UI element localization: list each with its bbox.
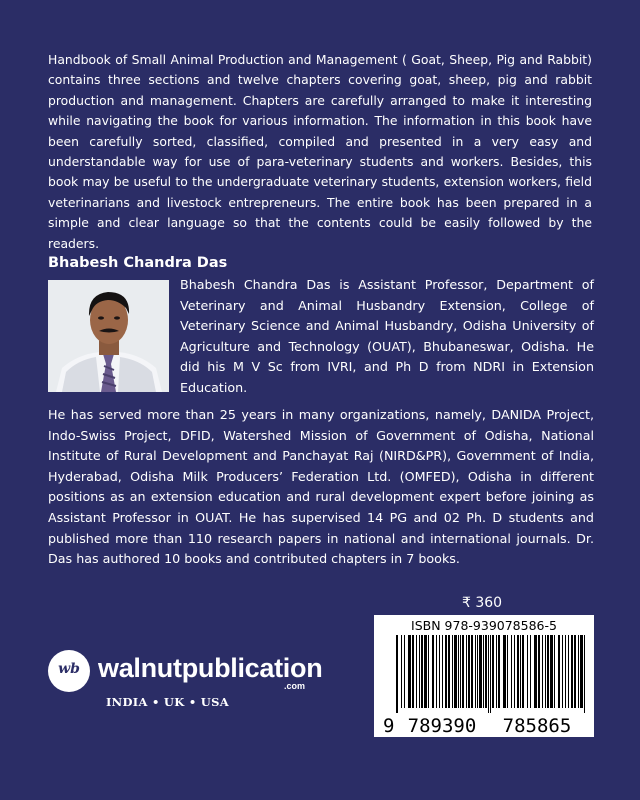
barcode-bar (571, 635, 573, 708)
barcode-bar (477, 635, 478, 708)
barcode-bar (545, 635, 546, 708)
publisher-logo (48, 650, 323, 720)
barcode-digits-left: 789390 (407, 715, 477, 737)
barcode-bar (511, 635, 512, 708)
barcode-bar (448, 635, 450, 708)
barcode-bar (460, 635, 461, 708)
barcode-bar (498, 635, 500, 708)
walnut-logo-icon (48, 650, 90, 692)
barcode-bar (468, 635, 470, 708)
barcode-bar (558, 635, 560, 708)
barcode-bar (462, 635, 464, 708)
barcode-bar (488, 635, 489, 713)
barcode-bar (503, 635, 506, 708)
barcode-bar (574, 635, 576, 708)
barcode-bar (412, 635, 414, 708)
barcode-bar (578, 635, 579, 708)
barcode-bar (416, 635, 417, 708)
barcode-bar (514, 635, 515, 708)
isbn-barcode (374, 615, 594, 737)
author-photo (48, 280, 169, 392)
barcode-bar (401, 635, 402, 708)
barcode-digits-right: 785865 (502, 715, 572, 737)
barcode-graphic (374, 615, 594, 737)
barcode-bar (404, 635, 405, 708)
barcode-bar (490, 635, 491, 713)
price-label: ₹ 360 (462, 595, 503, 611)
barcode-bar (562, 635, 563, 708)
barcode-bar (507, 635, 508, 708)
barcode-bar (568, 635, 569, 708)
barcode-bar (492, 635, 494, 708)
barcode-bar (408, 635, 411, 708)
barcode-bar (542, 635, 543, 708)
barcode-bar (479, 635, 482, 708)
barcode-bar (421, 635, 423, 708)
barcode-bar (419, 635, 420, 708)
barcode-digit-first: 9 (383, 715, 395, 737)
barcode-bar (584, 635, 585, 713)
barcode-bar (424, 635, 427, 708)
author-bio-career: He has served more than 25 years in many organizations, namely, DANIDA Project, Indo-Swiss Project, DFID, Watershed Mission of Government of Odisha, National Institute of Rural Development and Panchayat Raj (NIRD&PR), Government of India, Hyderabad, Odisha Milk Producers’ Federation Ltd. (OMFED), Odisha in different positions as an extension education and rural development expert before joining as Assistant Professor in OUAT. He has supervised 14 PG and 02 Ph. D students and published more than 110 research papers in national and international journals. Dr. Das has authored 10 books and contributed chapters in 7 books. (48, 407, 594, 567)
barcode-bar (527, 635, 528, 708)
barcode-bar (454, 635, 457, 708)
barcode-bar (496, 635, 497, 708)
barcode-bar (520, 635, 521, 708)
barcode-bar (554, 635, 555, 708)
author-name: Bhabesh Chandra Das (48, 255, 228, 271)
barcode-bar (436, 635, 437, 708)
barcode-bar (483, 635, 484, 708)
barcode-bar (466, 635, 467, 708)
barcode-bar (432, 635, 434, 708)
barcode-bar (565, 635, 566, 708)
barcode-bar (442, 635, 443, 708)
barcode-bar (458, 635, 459, 708)
barcode-bar (580, 635, 583, 708)
barcode-bar (475, 635, 476, 708)
isbn-number: ISBN 978-939078586-5 (411, 618, 557, 633)
logo-mark: wb (58, 661, 80, 677)
barcode-bar (550, 635, 553, 708)
barcode-bar (530, 635, 531, 708)
barcode-bar (517, 635, 519, 708)
barcode-bar (547, 635, 549, 708)
publisher-name: walnutpublication (98, 653, 323, 683)
barcode-bar (485, 635, 487, 708)
barcode-bar (439, 635, 440, 708)
barcode-bar (522, 635, 524, 708)
barcode-bar (471, 635, 473, 708)
author-bio-intro: Bhabesh Chandra Das is Assistant Professor, Department of Veterinary and Animal Husbandry Extension, College of Veterinary Science and Animal Husbandry, Odisha University of Agriculture and Technology (OUAT), Bhubaneswar, Odisha. He did his M V Sc from IVRI, and Ph D from NDRI in Extension Education. (180, 277, 594, 395)
book-description: Handbook of Small Animal Production and Management ( Goat, Sheep, Pig and Rabbit) contains three sections and twelve chapters covering goat, sheep, pig and rabbit production and management. Chapters are carefully arranged to make it interesting while navigating the book for various information. The information in this book have been carefully sorted, classified, compiled and presented in a very easy and understandable way for use of para-veterinary students and workers. Besides, this book may be useful to the undergraduate veterinary students, extension workers, field veterinarians and livestock entrepreneurs. The entire book has been prepared in a simple and clear language so that the contents could be easily followed by the readers. (48, 52, 592, 251)
barcode-bar (428, 635, 429, 708)
publisher-domain-suffix: .com (284, 681, 306, 691)
barcode-bar (452, 635, 453, 708)
barcode-bar (538, 635, 540, 708)
barcode-bar (445, 635, 447, 708)
barcode-bar (534, 635, 537, 708)
barcode-bar (396, 635, 398, 713)
publisher-locations: INDIA • UK • USA (106, 695, 229, 709)
